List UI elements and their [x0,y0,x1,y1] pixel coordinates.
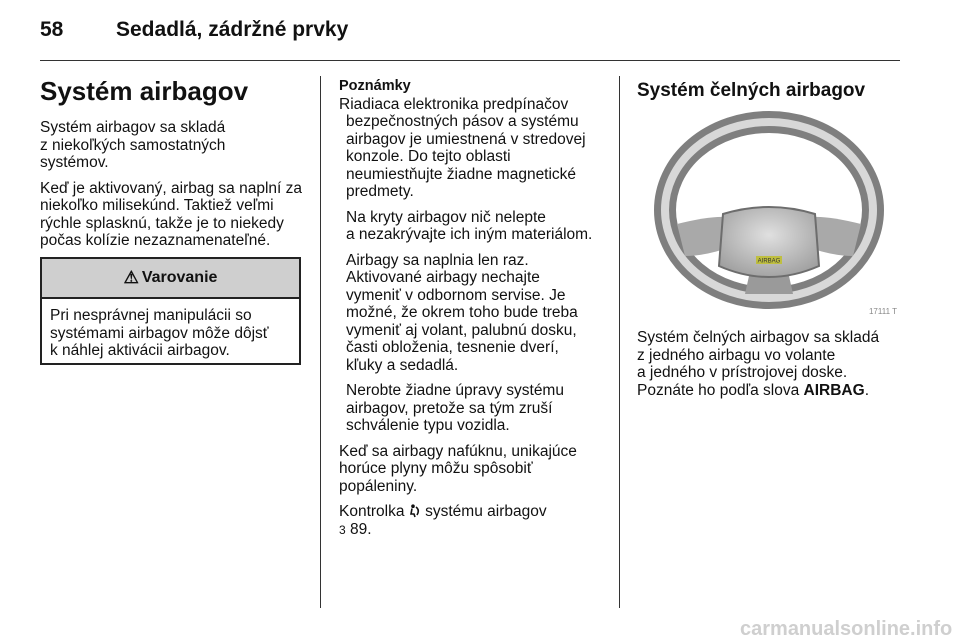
figure-code: 17111 T [868,307,897,316]
airbag-label: AIRBAG [757,258,781,265]
column-3-text [637,329,901,407]
column-divider-1 [320,76,321,608]
column-3 [637,80,901,102]
steering-wheel-figure [637,106,901,318]
warning-light-paragraph: Kontrolka systému airbagov 3 89. [339,503,547,538]
intro-paragraph: Systém airbagov sa skladá z niekoľkých samostatných systémov. [40,119,226,171]
note-first-line: Riadiaca elektronika predpínačov [339,95,569,113]
note-paragraph-1: bezpečnostných pásov a systému airbagov je umiestnená v stredovej konzole. Do tejto oblasti neumiestňujte žiadne magnetické predmety. [346,113,586,200]
activation-paragraph: Keď je aktivovaný, airbag sa naplní za niekoľko milisekúnd. Taktiež veľmi rýchle splasknú, takže je to niekedy počas kolízie nezaznamenateľné. [40,179,302,249]
watermark: carmanualsonline.info [740,618,953,640]
column-2 [339,78,609,547]
section-heading-front-airbags: Systém čelných airbagov [637,80,866,101]
column-divider-2 [619,76,620,608]
note-body [339,113,609,435]
page-header [40,14,900,54]
chapter-title: Sedadlá, zádržné prvky [116,18,349,41]
header-rule [40,60,900,61]
column-1 [40,76,308,258]
cross-reference-arrow-icon: 3 [339,522,346,537]
note-paragraph-3: Airbagy sa naplnia len raz. Aktivované airbagy nechajte vymeniť v odbornom servise. Je možné, že okrem toho bude treba vymeniť aj volant, palubnú dosku, časti obloženia, tesnenie dverí, kľuky a sedadlá. [346,251,578,374]
note-paragraph-4: Nerobte žiadne úpravy systému airbagov, pretože sa tým zruší schválenie typu vozidla. [346,382,564,434]
note-paragraph-2: Na kryty airbagov nič nelepte a nezakrývajte ich iným materiálom. [346,208,593,243]
front-airbags-paragraph: Systém čelných airbagov sa skladá z jedného airbagu vo volante a jedného v prístrojovej doske. Poznáte ho podľa slova AIRBAG. [637,329,880,399]
page-reference-link[interactable]: 3 89. [339,520,372,538]
note-title: Poznámky [339,78,411,94]
warning-triangle-icon: ⚠ [123,268,139,287]
steering-wheel-illustration [637,106,901,318]
page-number: 58 [40,18,64,41]
section-heading: Systém airbagov [40,76,249,106]
hot-gas-paragraph: Keď sa airbagy nafúknu, unikajúce horúce plyny môžu spôsobiť popáleniny. [339,442,577,495]
warning-header: ⚠ Varovanie [42,259,299,299]
warning-box [40,257,301,365]
warning-text: Pri nesprávnej manipulácii so systémami airbagov môže dôjsť k náhlej aktivácii airbagov. [50,307,269,359]
airbag-warning-light-icon [409,503,425,520]
